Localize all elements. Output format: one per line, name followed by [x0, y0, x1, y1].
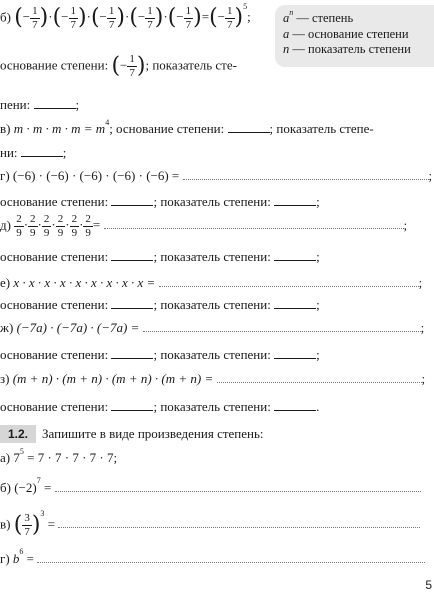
answer-dotted-line[interactable]	[217, 371, 422, 383]
exponent-blank[interactable]	[274, 298, 316, 309]
fraction: $\frac{1}{7}$	[129, 53, 135, 79]
exercise-g-line: г) (−6) · (−6) · (−6) · (−6) · (−6) = ;	[0, 168, 433, 183]
exercise-b-expression: б) (− $\frac{1}{7}$ )·(− $\frac{1}{7}$ )·(− $\frac{1}{7}$ )·(− $\frac{1}{7}$ )·(− $\frac{1}{7}$ )=(− $\frac{1}{7}$ )$^5$;	[0, 2, 251, 31]
task-1-2-header	[0, 425, 264, 443]
answer-blank[interactable]	[228, 122, 270, 133]
answer-dotted-line[interactable]	[58, 516, 420, 528]
answer-dotted-line[interactable]	[55, 480, 421, 492]
fraction-product-expression: $\frac{2}{9}$ · $\frac{2}{9}$ · $\frac{2}{9}$ · $\frac{2}{9}$ · $\frac{2}{9}$ · $\frac{2}{9}$ =	[16, 213, 101, 239]
fraction: $\frac{1}{7}$	[147, 5, 153, 31]
page-number: 5	[425, 578, 432, 592]
answer-line-e: основание степени: ; показатель степени: ;	[0, 297, 320, 312]
task2-v-line: в) ( $\frac{3}{7}$ )$^3$ =	[0, 513, 420, 538]
answer-line-z: основание степени: ; показатель степени: .	[0, 399, 320, 414]
answer-line-d: основание степени: ; показатель степени: ;	[0, 249, 320, 264]
exponent-blank[interactable]	[274, 348, 316, 359]
exercise-d-line: д) $\frac{2}{9}$ · $\frac{2}{9}$ · $\frac{2}{9}$ · $\frac{2}{9}$ · $\frac{2}{9}$ · $\frac{2}{9}$ = ;	[0, 213, 408, 239]
task-number: 1.2.	[0, 425, 36, 443]
task2-a-line: а) $7^5 = 7 \cdot 7 \cdot 7 \cdot 7 \cdot 7$;	[0, 447, 118, 465]
exercise-v-cont: ни: ;	[0, 145, 67, 160]
exercise-e-line: е) x · x · x · x · x · x · x · x · x = ;	[0, 275, 423, 290]
exponent-blank[interactable]	[274, 250, 316, 261]
paren-fraction: (− $\frac{1}{7}$ )	[90, 5, 125, 31]
definition-exponent: n — показатель степени	[283, 42, 411, 57]
exercise-zh-line: ж) (−7a) · (−7a) · (−7a) = ;	[0, 320, 425, 335]
answer-dotted-line[interactable]	[143, 320, 421, 332]
fraction: $\frac{1}{7}$	[108, 5, 115, 31]
fraction: $\frac{2}{9}$	[57, 213, 64, 239]
answer-dotted-line[interactable]	[159, 275, 419, 287]
fraction: $\frac{2}{9}$	[16, 213, 22, 239]
fraction: $\frac{2}{9}$	[43, 213, 50, 239]
answer-blank[interactable]	[21, 146, 63, 157]
fraction: $\frac{1}{7}$	[32, 5, 38, 31]
base-blank[interactable]	[111, 250, 153, 261]
exercise-v-line: в) $m \cdot m \cdot m \cdot m = m^4$; основание степени: ; показатель степе-	[0, 118, 374, 136]
paren-fraction: (− $\frac{1}{7}$ )	[129, 5, 164, 31]
exponent-blank[interactable]	[274, 400, 316, 411]
base-blank[interactable]	[111, 298, 153, 309]
paren-fraction: (− $\frac{1}{7}$ )	[52, 5, 87, 31]
base-blank[interactable]	[111, 400, 153, 411]
answer-dotted-line[interactable]	[104, 217, 404, 229]
exponent-blank[interactable]	[274, 195, 316, 206]
answer-dotted-line[interactable]	[37, 551, 425, 563]
power-fraction-expression: (− $\frac{1}{7}$ )·(− $\frac{1}{7}$ )·(− $\frac{1}{7}$ )·(− $\frac{1}{7}$ )·(− $\frac{1}{7}$ )=(− $\frac{1}{7}$ )$^5$;	[14, 2, 251, 31]
paren-fraction: (− $\frac{1}{7}$ )	[209, 5, 244, 31]
fraction: $\frac{1}{7}$	[70, 5, 77, 31]
task2-g-line: г) $b^6$ =	[0, 551, 425, 565]
fraction: $\frac{1}{7}$	[185, 5, 192, 31]
paren-fraction: (− $\frac{1}{7}$ )	[167, 5, 202, 31]
exercise-b-exponent-line: пени: ;	[0, 97, 80, 112]
fraction: $\frac{1}{7}$	[227, 5, 233, 31]
definition-base: a — основание степени	[283, 26, 409, 41]
paren-fraction: (− $\frac{1}{7}$ )	[14, 5, 49, 31]
base-blank[interactable]	[111, 195, 153, 206]
exercise-b-base-line: основание степени: (− $\frac{1}{7}$ ); показатель сте-	[0, 53, 237, 79]
fraction: $\frac{2}{9}$	[71, 213, 78, 239]
fraction: $\frac{2}{9}$	[85, 213, 91, 239]
base-blank[interactable]	[111, 348, 153, 359]
fraction: $\frac{3}{7}$	[24, 512, 30, 538]
answer-dotted-line[interactable]	[183, 168, 429, 180]
answer-blank[interactable]	[34, 98, 76, 109]
answer-line-g: основание степени: ; показатель степени: ;	[0, 194, 320, 209]
definition-box	[275, 5, 434, 67]
task-instruction: Запишите в виде произведения степень:	[42, 426, 264, 441]
definition-degree: $a^n$ — степень	[283, 8, 354, 25]
fraction: $\frac{2}{9}$	[30, 213, 36, 239]
answer-line-zh: основание степени: ; показатель степени: ;	[0, 347, 320, 362]
task2-b-line: б) $(-2)^7$ =	[0, 480, 421, 494]
exercise-z-line: з) (m + n) · (m + n) · (m + n) · (m + n) = ;	[0, 371, 426, 386]
